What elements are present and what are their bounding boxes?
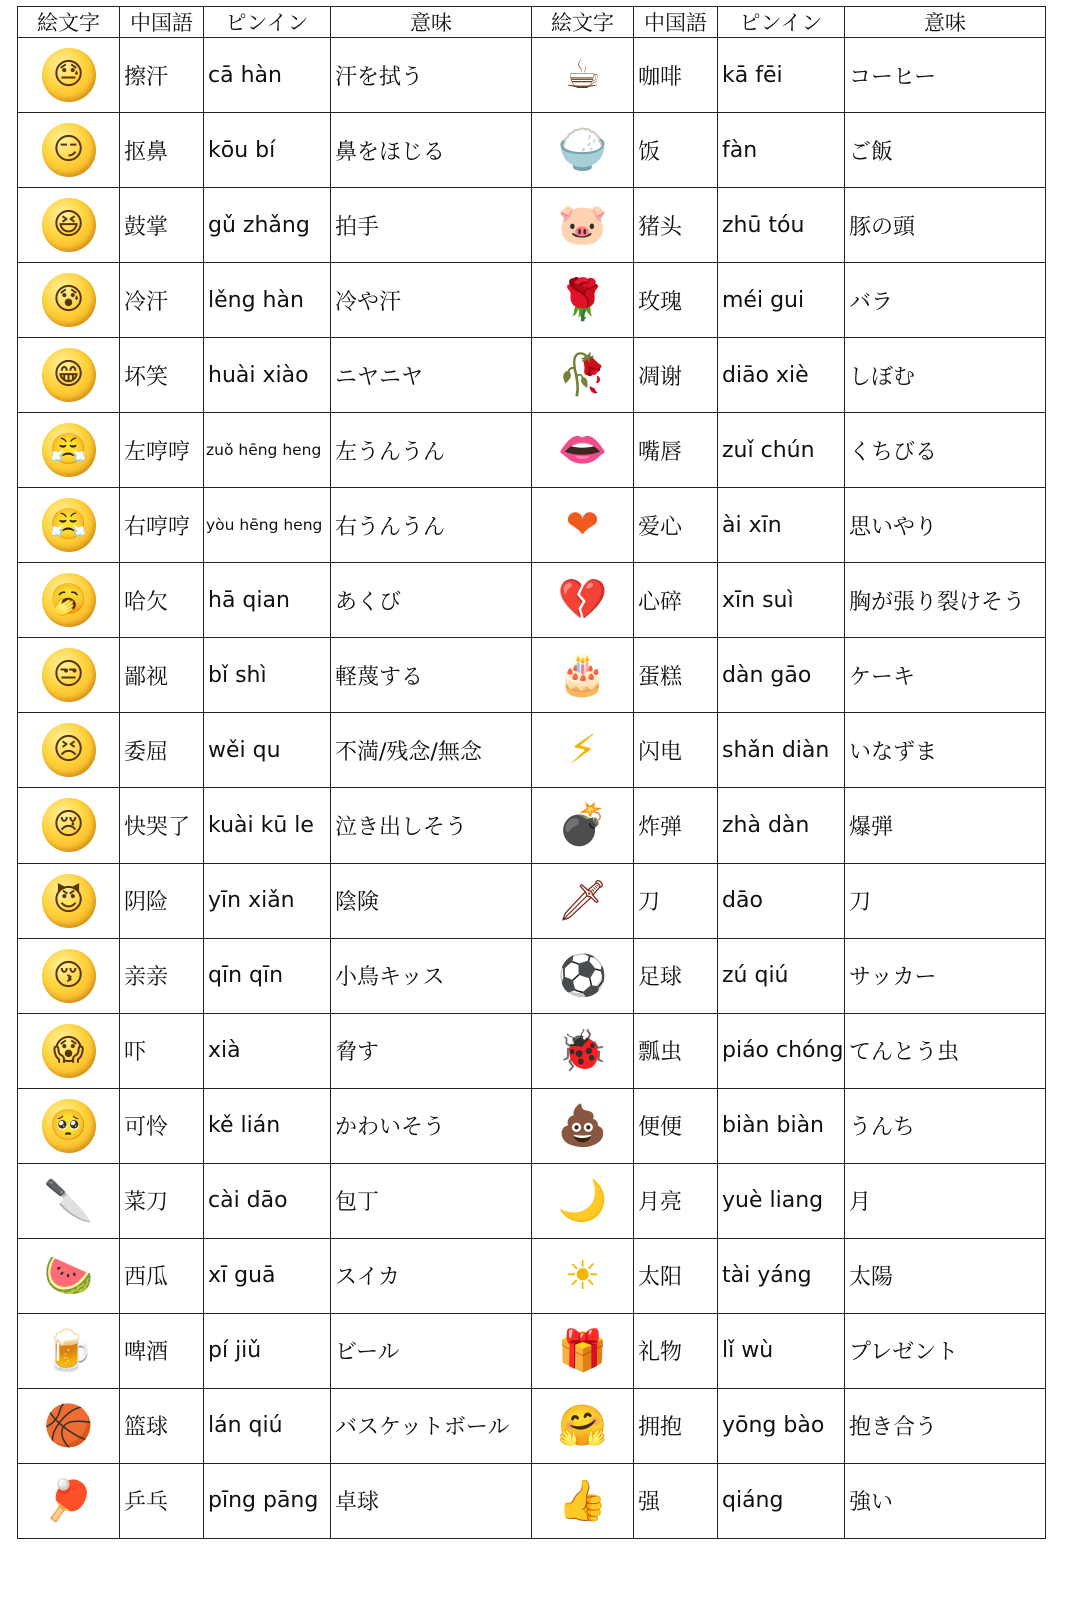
pinyin-cell: xī guā (204, 1238, 331, 1313)
meaning-cell: 胸が張り裂けそう (845, 563, 1046, 638)
table-row (18, 1238, 1046, 1313)
meaning-cell: 鼻をほじる (331, 113, 532, 188)
chinese-word-cell: 闪电 (634, 713, 718, 788)
meaning-cell: スイカ (331, 1238, 532, 1313)
meaning-cell: ご飯 (845, 113, 1046, 188)
meaning-cell: うんち (845, 1088, 1046, 1163)
wronged-face-icon: 😣 (42, 723, 96, 777)
cake-icon: 🎂 (557, 652, 608, 699)
sinister-face-icon: 😈 (42, 874, 96, 928)
chinese-word-cell: 玫瑰 (634, 263, 718, 338)
chinese-word-cell: 篮球 (120, 1388, 204, 1463)
table-row (18, 938, 1046, 1013)
chinese-word-cell: 刀 (634, 863, 718, 938)
emoji-cell (532, 1013, 634, 1088)
chinese-word-cell: 冷汗 (120, 263, 204, 338)
pinyin-cell: kōu bí (204, 113, 331, 188)
chinese-word-cell: 爱心 (634, 488, 718, 563)
emoji-cell (18, 1238, 120, 1313)
nose-picking-face-icon: 😏 (42, 123, 96, 177)
emoji-cell (532, 1463, 634, 1538)
table-row (18, 713, 1046, 788)
meaning-cell: 抱き合う (845, 1388, 1046, 1463)
header-chinese-left: 中国語 (120, 7, 204, 38)
chinese-word-cell: 礼物 (634, 1313, 718, 1388)
meaning-cell: あくび (331, 563, 532, 638)
chinese-word-cell: 吓 (120, 1013, 204, 1088)
pinyin-cell: ài xīn (718, 488, 845, 563)
emoji-cell (18, 713, 120, 788)
chinese-word-cell: 鼓掌 (120, 188, 204, 263)
emoji-cell (532, 713, 634, 788)
pinyin-cell: dāo (718, 863, 845, 938)
meaning-cell: 不満/残念/無念 (331, 713, 532, 788)
meaning-cell: しぼむ (845, 338, 1046, 413)
emoji-cell (532, 1088, 634, 1163)
meaning-cell: 軽蔑する (331, 638, 532, 713)
scared-face-icon: 😱 (42, 1024, 96, 1078)
pinyin-cell: yīn xiǎn (204, 863, 331, 938)
meaning-cell: ニヤニヤ (331, 338, 532, 413)
pinyin-cell: fàn (718, 113, 845, 188)
table-row (18, 1088, 1046, 1163)
pinyin-cell: piáo chóng (718, 1013, 845, 1088)
table-row (18, 113, 1046, 188)
meaning-cell: 爆弾 (845, 788, 1046, 863)
broken-heart-icon: 💔 (557, 577, 608, 624)
pinyin-cell: kuài kū le (204, 788, 331, 863)
pinyin-cell: zhà dàn (718, 788, 845, 863)
ping-pong-icon: 🏓 (43, 1477, 94, 1524)
chinese-word-cell: 炸弹 (634, 788, 718, 863)
pig-head-icon: 🐷 (557, 202, 608, 249)
chinese-word-cell: 抠鼻 (120, 113, 204, 188)
emoji-cell (532, 1163, 634, 1238)
pinyin-cell: zuǒ hēng heng (204, 413, 331, 488)
humph-left-face-icon: 😤 (42, 423, 96, 477)
table-row (18, 788, 1046, 863)
meaning-cell: 刀 (845, 863, 1046, 938)
chinese-word-cell: 瓢虫 (634, 1013, 718, 1088)
emoji-cell (18, 788, 120, 863)
emoji-cell (532, 488, 634, 563)
chinese-word-cell: 西瓜 (120, 1238, 204, 1313)
emoji-cell (532, 188, 634, 263)
basketball-icon: 🏀 (43, 1402, 94, 1449)
meaning-cell: 汗を拭う (331, 38, 532, 113)
emoji-cell (18, 638, 120, 713)
cold-sweat-face-icon: 😰 (42, 273, 96, 327)
disdain-face-icon: 😒 (42, 648, 96, 702)
meaning-cell: 陰険 (331, 863, 532, 938)
chinese-word-cell: 哈欠 (120, 563, 204, 638)
table-body (18, 38, 1046, 1539)
chinese-word-cell: 月亮 (634, 1163, 718, 1238)
meaning-cell: 小鳥キッス (331, 938, 532, 1013)
chinese-word-cell: 太阳 (634, 1238, 718, 1313)
pinyin-cell: tài yáng (718, 1238, 845, 1313)
pinyin-cell: cài dāo (204, 1163, 331, 1238)
emoji-cell (532, 1238, 634, 1313)
pinyin-cell: xīn suì (718, 563, 845, 638)
knife-icon: 🗡 (557, 877, 608, 924)
emoji-cell (532, 1313, 634, 1388)
table-row (18, 188, 1046, 263)
meaning-cell: 月 (845, 1163, 1046, 1238)
lightning-icon: ⚡ (568, 727, 597, 774)
wilted-rose-icon: 🥀 (557, 352, 608, 399)
meaning-cell: 卓球 (331, 1463, 532, 1538)
pinyin-cell: yòu hēng heng (204, 488, 331, 563)
pitiful-face-icon: 🥺 (42, 1099, 96, 1153)
chinese-word-cell: 拥抱 (634, 1388, 718, 1463)
emoji-cell (532, 563, 634, 638)
pinyin-cell: cā hàn (204, 38, 331, 113)
thumbs-up-icon: 👍 (557, 1477, 608, 1524)
table-row (18, 263, 1046, 338)
pinyin-cell: shǎn diàn (718, 713, 845, 788)
meaning-cell: 冷や汗 (331, 263, 532, 338)
pinyin-cell: yōng bào (718, 1388, 845, 1463)
emoji-cell (532, 38, 634, 113)
gift-icon: 🎁 (557, 1327, 608, 1374)
meaning-cell: 拍手 (331, 188, 532, 263)
emoji-cell (18, 488, 120, 563)
poop-icon: 💩 (557, 1102, 608, 1149)
meaning-cell: 右うんうん (331, 488, 532, 563)
table-row (18, 1313, 1046, 1388)
chinese-word-cell: 便便 (634, 1088, 718, 1163)
yawning-face-icon: 🥱 (42, 573, 96, 627)
sun-icon: ☀ (564, 1252, 601, 1299)
hug-icon: 🤗 (557, 1402, 608, 1449)
meaning-cell: 豚の頭 (845, 188, 1046, 263)
coffee-icon: ☕ (564, 52, 601, 99)
chinese-word-cell: 左哼哼 (120, 413, 204, 488)
heart-icon: ❤ (565, 502, 600, 549)
header-meaning-left: 意味 (331, 7, 532, 38)
pinyin-cell: pí jiǔ (204, 1313, 331, 1388)
pinyin-cell: zú qiú (718, 938, 845, 1013)
lips-icon: 👄 (557, 427, 608, 474)
meaning-cell: 太陽 (845, 1238, 1046, 1313)
chinese-word-cell: 阴险 (120, 863, 204, 938)
table-row (18, 38, 1046, 113)
grinning-face-icon: 😁 (42, 348, 96, 402)
meaning-cell: 左うんうん (331, 413, 532, 488)
chinese-word-cell: 猪头 (634, 188, 718, 263)
cleaver-icon: 🔪 (43, 1177, 94, 1224)
table-row (18, 1163, 1046, 1238)
pinyin-cell: kā fēi (718, 38, 845, 113)
header-pinyin-left: ピンイン (204, 7, 331, 38)
emoji-cell (18, 263, 120, 338)
emoji-cell (18, 863, 120, 938)
table-row (18, 413, 1046, 488)
emoji-cell (18, 113, 120, 188)
emoji-cell (18, 1013, 120, 1088)
emoji-cell (18, 338, 120, 413)
pinyin-cell: xià (204, 1013, 331, 1088)
about-to-cry-face-icon: 😢 (42, 798, 96, 852)
header-meaning-right: 意味 (845, 7, 1046, 38)
bomb-icon: 💣 (557, 802, 608, 849)
pinyin-cell: kě lián (204, 1088, 331, 1163)
emoji-cell (18, 188, 120, 263)
chinese-word-cell: 足球 (634, 938, 718, 1013)
chinese-word-cell: 咖啡 (634, 38, 718, 113)
pinyin-cell: méi gui (718, 263, 845, 338)
emoji-cell (18, 413, 120, 488)
header-emoji-right: 絵文字 (532, 7, 634, 38)
pinyin-cell: zhū tóu (718, 188, 845, 263)
meaning-cell: てんとう虫 (845, 1013, 1046, 1088)
emoji-cell (18, 1463, 120, 1538)
meaning-cell: バスケットボール (331, 1388, 532, 1463)
emoji-cell (18, 563, 120, 638)
meaning-cell: サッカー (845, 938, 1046, 1013)
moon-icon: 🌙 (557, 1177, 608, 1224)
meaning-cell: 脅す (331, 1013, 532, 1088)
meaning-cell: コーヒー (845, 38, 1046, 113)
pinyin-cell: dàn gāo (718, 638, 845, 713)
meaning-cell: ケーキ (845, 638, 1046, 713)
emoji-cell (18, 1388, 120, 1463)
chinese-word-cell: 快哭了 (120, 788, 204, 863)
header-emoji-left: 絵文字 (18, 7, 120, 38)
pinyin-cell: lěng hàn (204, 263, 331, 338)
clapping-face-icon: 😆 (42, 198, 96, 252)
pinyin-cell: huài xiào (204, 338, 331, 413)
pinyin-cell: qiáng (718, 1463, 845, 1538)
chinese-word-cell: 菜刀 (120, 1163, 204, 1238)
chinese-word-cell: 蛋糕 (634, 638, 718, 713)
meaning-cell: バラ (845, 263, 1046, 338)
emoji-cell (532, 938, 634, 1013)
humph-right-face-icon: 😤 (42, 498, 96, 552)
table-row (18, 863, 1046, 938)
header-chinese-right: 中国語 (634, 7, 718, 38)
chinese-word-cell: 鄙视 (120, 638, 204, 713)
emoji-cell (532, 413, 634, 488)
chinese-word-cell: 右哼哼 (120, 488, 204, 563)
chinese-word-cell: 委屈 (120, 713, 204, 788)
emoji-cell (532, 1388, 634, 1463)
kissing-face-icon: 😚 (42, 949, 96, 1003)
emoji-vocabulary-table (17, 6, 1046, 1539)
emoji-cell (18, 938, 120, 1013)
chinese-word-cell: 乒乓 (120, 1463, 204, 1538)
rice-bowl-icon: 🍚 (557, 127, 608, 174)
pinyin-cell: lán qiú (204, 1388, 331, 1463)
emoji-cell (532, 788, 634, 863)
emoji-cell (532, 338, 634, 413)
header-pinyin-right: ピンイン (718, 7, 845, 38)
emoji-cell (532, 863, 634, 938)
meaning-cell: 思いやり (845, 488, 1046, 563)
pinyin-cell: biàn biàn (718, 1088, 845, 1163)
meaning-cell: ビール (331, 1313, 532, 1388)
emoji-cell (532, 263, 634, 338)
pinyin-cell: pīng pāng (204, 1463, 331, 1538)
chinese-word-cell: 饭 (634, 113, 718, 188)
table-row (18, 638, 1046, 713)
table-row (18, 563, 1046, 638)
meaning-cell: くちびる (845, 413, 1046, 488)
chinese-word-cell: 坏笑 (120, 338, 204, 413)
chinese-word-cell: 嘴唇 (634, 413, 718, 488)
beer-icon: 🍺 (43, 1327, 94, 1374)
soccer-ball-icon: ⚽ (557, 952, 608, 999)
wiping-sweat-face-icon: 😓 (42, 48, 96, 102)
chinese-word-cell: 啤酒 (120, 1313, 204, 1388)
pinyin-cell: diāo xiè (718, 338, 845, 413)
chinese-word-cell: 心碎 (634, 563, 718, 638)
pinyin-cell: lǐ wù (718, 1313, 845, 1388)
emoji-cell (532, 638, 634, 713)
rose-icon: 🌹 (557, 277, 608, 324)
chinese-word-cell: 亲亲 (120, 938, 204, 1013)
emoji-cell (18, 38, 120, 113)
pinyin-cell: qīn qīn (204, 938, 331, 1013)
meaning-cell: 包丁 (331, 1163, 532, 1238)
pinyin-cell: hā qian (204, 563, 331, 638)
chinese-word-cell: 凋谢 (634, 338, 718, 413)
table-row (18, 1388, 1046, 1463)
meaning-cell: プレゼント (845, 1313, 1046, 1388)
emoji-cell (18, 1088, 120, 1163)
meaning-cell: 泣き出しそう (331, 788, 532, 863)
meaning-cell: 強い (845, 1463, 1046, 1538)
meaning-cell: かわいそう (331, 1088, 532, 1163)
table-row (18, 338, 1046, 413)
chinese-word-cell: 擦汗 (120, 38, 204, 113)
pinyin-cell: bǐ shì (204, 638, 331, 713)
chinese-word-cell: 强 (634, 1463, 718, 1538)
pinyin-cell: zuǐ chún (718, 413, 845, 488)
emoji-cell (532, 113, 634, 188)
ladybug-icon: 🐞 (557, 1027, 608, 1074)
pinyin-cell: yuè liang (718, 1163, 845, 1238)
pinyin-cell: wěi qu (204, 713, 331, 788)
pinyin-cell: gǔ zhǎng (204, 188, 331, 263)
meaning-cell: いなずま (845, 713, 1046, 788)
header-row (18, 7, 1046, 38)
table-row (18, 1013, 1046, 1088)
table-row (18, 488, 1046, 563)
emoji-cell (18, 1313, 120, 1388)
chinese-word-cell: 可怜 (120, 1088, 204, 1163)
emoji-cell (18, 1163, 120, 1238)
table-row (18, 1463, 1046, 1538)
watermelon-icon: 🍉 (43, 1252, 94, 1299)
